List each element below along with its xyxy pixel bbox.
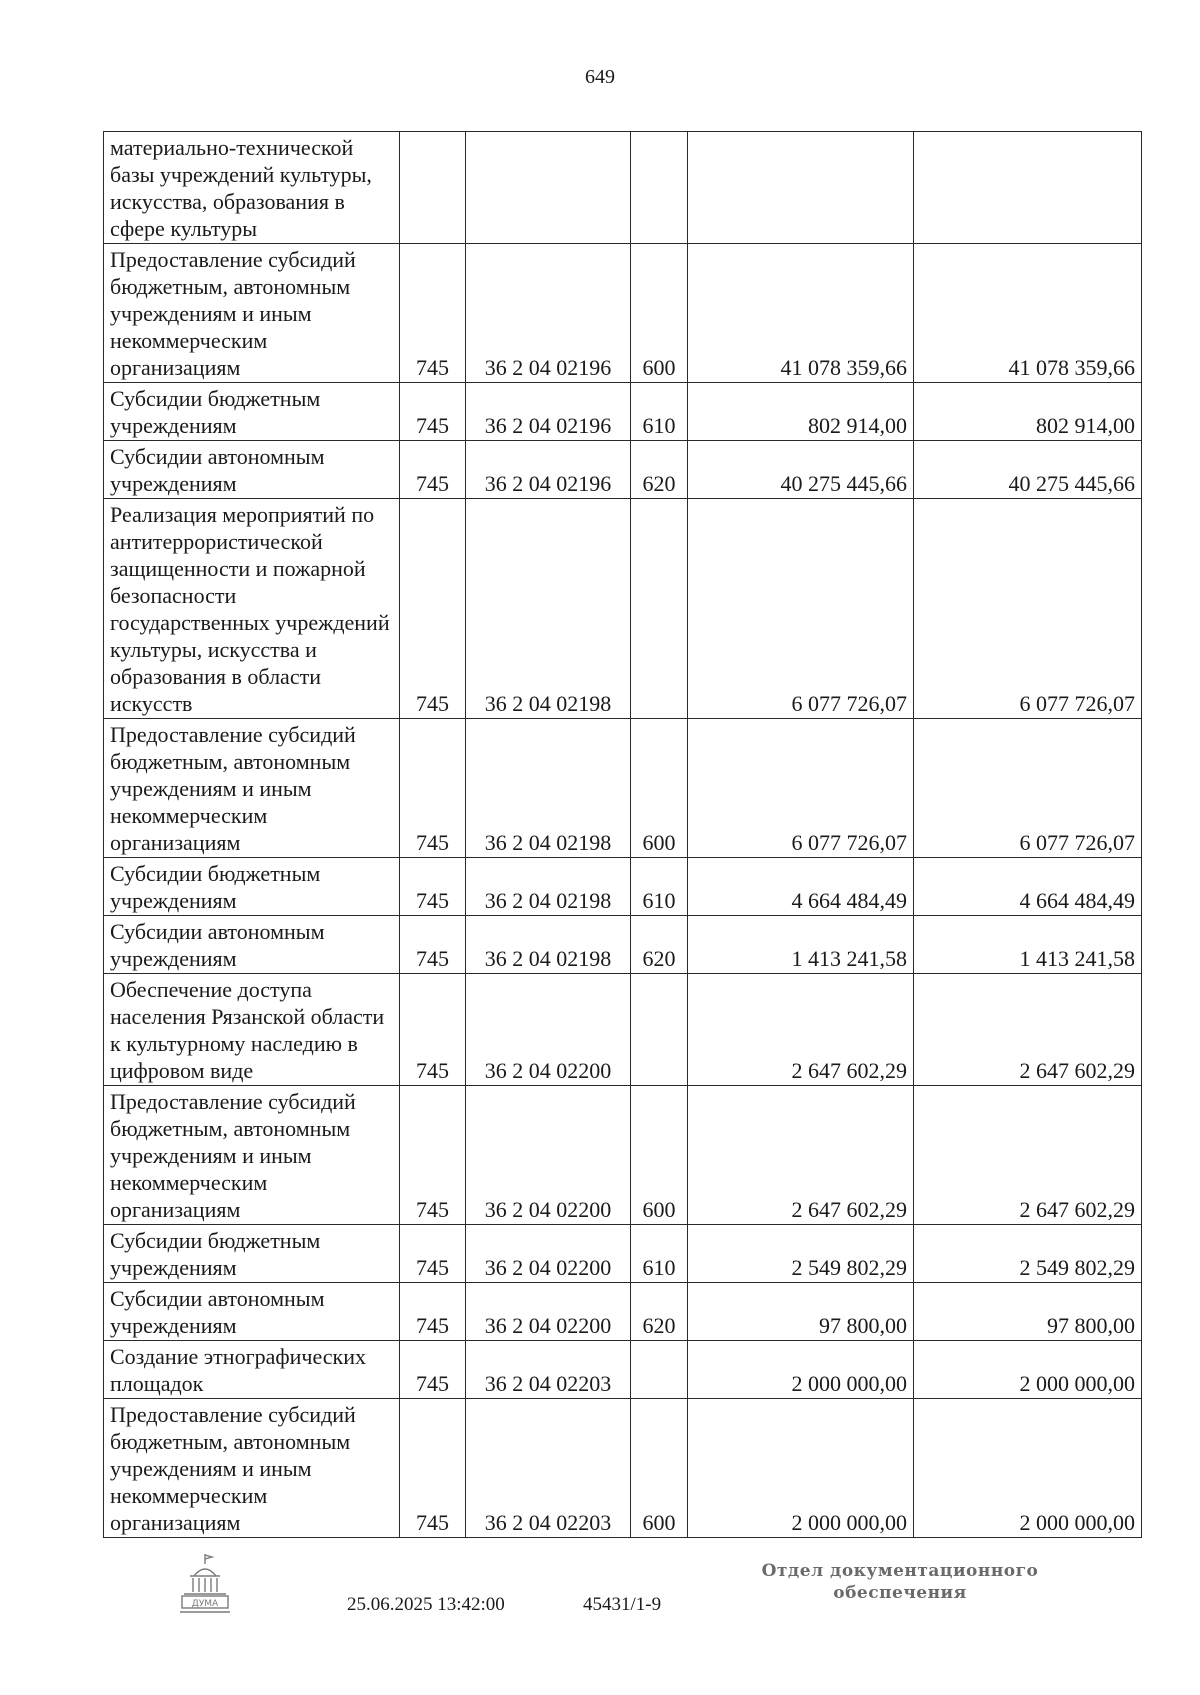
cell-target-article: 36 2 04 02198	[466, 916, 631, 974]
cell-expense-type: 600	[631, 244, 688, 383]
cell-name: Предоставление субсидий бюджетным, автономным учреждениям и иным некоммерческим организациям	[104, 1086, 400, 1225]
cell-expense-type: 620	[631, 1283, 688, 1341]
cell-grbs-code: 745	[400, 1399, 466, 1538]
cell-amount-2: 2 647 602,29	[914, 1086, 1142, 1225]
cell-expense-type: 620	[631, 916, 688, 974]
cell-name: Субсидии бюджетным учреждениям	[104, 1225, 400, 1283]
duma-logo-text: ДУМА	[191, 1599, 219, 1609]
cell-name: Предоставление субсидий бюджетным, автономным учреждениям и иным некоммерческим организациям	[104, 719, 400, 858]
table-row	[104, 441, 1142, 499]
cell-amount-1: 41 078 359,66	[688, 244, 914, 383]
cell-expense-type	[631, 974, 688, 1086]
table-row	[104, 1399, 1142, 1538]
cell-name: Субсидии автономным учреждениям	[104, 1283, 400, 1341]
cell-expense-type: 600	[631, 1399, 688, 1538]
cell-target-article: 36 2 04 02203	[466, 1399, 631, 1538]
stamp-line-2: обеспечения	[833, 1583, 967, 1603]
cell-grbs-code: 745	[400, 1225, 466, 1283]
cell-grbs-code: 745	[400, 383, 466, 441]
cell-grbs-code: 745	[400, 1283, 466, 1341]
cell-name: Субсидии бюджетным учреждениям	[104, 858, 400, 916]
table-row	[104, 974, 1142, 1086]
page-number: 649	[585, 66, 615, 88]
cell-amount-2: 4 664 484,49	[914, 858, 1142, 916]
cell-target-article: 36 2 04 02200	[466, 1086, 631, 1225]
cell-grbs-code: 745	[400, 441, 466, 499]
budget-table	[103, 131, 1142, 1538]
cell-target-article: 36 2 04 02198	[466, 719, 631, 858]
cell-target-article: 36 2 04 02203	[466, 1341, 631, 1399]
cell-expense-type: 610	[631, 383, 688, 441]
table-row	[104, 1341, 1142, 1399]
duma-logo-icon	[176, 1552, 234, 1616]
cell-target-article: 36 2 04 02198	[466, 499, 631, 719]
table-row	[104, 1225, 1142, 1283]
cell-grbs-code: 745	[400, 858, 466, 916]
table-row	[104, 244, 1142, 383]
cell-name: Создание этнографических площадок	[104, 1341, 400, 1399]
cell-grbs-code: 745	[400, 974, 466, 1086]
cell-name: Предоставление субсидий бюджетным, автономным учреждениям и иным некоммерческим организациям	[104, 244, 400, 383]
cell-amount-2: 6 077 726,07	[914, 499, 1142, 719]
cell-amount-1: 2 000 000,00	[688, 1399, 914, 1538]
table-row	[104, 719, 1142, 858]
cell-target-article: 36 2 04 02198	[466, 858, 631, 916]
table-row	[104, 499, 1142, 719]
cell-amount-1: 1 413 241,58	[688, 916, 914, 974]
cell-expense-type: 600	[631, 1086, 688, 1225]
cell-grbs-code	[400, 132, 466, 244]
cell-amount-2: 6 077 726,07	[914, 719, 1142, 858]
cell-amount-1: 2 000 000,00	[688, 1341, 914, 1399]
cell-grbs-code: 745	[400, 244, 466, 383]
cell-amount-2: 802 914,00	[914, 383, 1142, 441]
cell-name: Субсидии автономным учреждениям	[104, 916, 400, 974]
cell-amount-1: 6 077 726,07	[688, 499, 914, 719]
cell-grbs-code: 745	[400, 1341, 466, 1399]
cell-expense-type	[631, 499, 688, 719]
cell-expense-type: 610	[631, 1225, 688, 1283]
cell-name: Субсидии автономным учреждениям	[104, 441, 400, 499]
cell-grbs-code: 745	[400, 1086, 466, 1225]
cell-target-article: 36 2 04 02200	[466, 1225, 631, 1283]
cell-expense-type: 610	[631, 858, 688, 916]
stamp-line-1: Отдел документационного	[761, 1561, 1039, 1581]
cell-amount-2: 2 549 802,29	[914, 1225, 1142, 1283]
cell-target-article: 36 2 04 02196	[466, 244, 631, 383]
cell-amount-1: 2 647 602,29	[688, 1086, 914, 1225]
cell-expense-type	[631, 132, 688, 244]
cell-name: материально-технической базы учреждений культуры, искусства, образования в сфере культуры	[104, 132, 400, 244]
cell-target-article: 36 2 04 02196	[466, 383, 631, 441]
table-row	[104, 132, 1142, 244]
footer-doc-number: 45431/1-9	[583, 1594, 662, 1615]
cell-expense-type: 600	[631, 719, 688, 858]
cell-name: Предоставление субсидий бюджетным, автономным учреждениям и иным некоммерческим организациям	[104, 1399, 400, 1538]
cell-expense-type	[631, 1341, 688, 1399]
cell-name: Обеспечение доступа населения Рязанской области к культурному наследию в цифровом виде	[104, 974, 400, 1086]
cell-target-article: 36 2 04 02200	[466, 1283, 631, 1341]
department-stamp	[740, 1560, 1060, 1604]
table-row	[104, 1086, 1142, 1225]
cell-amount-2: 40 275 445,66	[914, 441, 1142, 499]
cell-amount-2: 2 647 602,29	[914, 974, 1142, 1086]
cell-target-article: 36 2 04 02200	[466, 974, 631, 1086]
table-row	[104, 383, 1142, 441]
cell-amount-1: 2 549 802,29	[688, 1225, 914, 1283]
cell-amount-1: 6 077 726,07	[688, 719, 914, 858]
table-row	[104, 858, 1142, 916]
cell-amount-2	[914, 132, 1142, 244]
table-row	[104, 916, 1142, 974]
cell-name: Субсидии бюджетным учреждениям	[104, 383, 400, 441]
cell-amount-1: 97 800,00	[688, 1283, 914, 1341]
cell-amount-1: 4 664 484,49	[688, 858, 914, 916]
cell-amount-1: 802 914,00	[688, 383, 914, 441]
cell-expense-type: 620	[631, 441, 688, 499]
cell-amount-2: 2 000 000,00	[914, 1341, 1142, 1399]
table-row	[104, 1283, 1142, 1341]
footer-datetime: 25.06.2025 13:42:00	[347, 1594, 505, 1615]
cell-grbs-code: 745	[400, 916, 466, 974]
cell-target-article	[466, 132, 631, 244]
table-body	[104, 132, 1142, 1538]
cell-target-article: 36 2 04 02196	[466, 441, 631, 499]
cell-amount-2: 97 800,00	[914, 1283, 1142, 1341]
cell-amount-2: 2 000 000,00	[914, 1399, 1142, 1538]
cell-name: Реализация мероприятий по антитеррористической защищенности и пожарной безопасности государственных учреждений культуры, искусства и образования в области искусств	[104, 499, 400, 719]
cell-grbs-code: 745	[400, 719, 466, 858]
cell-amount-2: 1 413 241,58	[914, 916, 1142, 974]
cell-amount-1: 40 275 445,66	[688, 441, 914, 499]
cell-amount-2: 41 078 359,66	[914, 244, 1142, 383]
cell-amount-1: 2 647 602,29	[688, 974, 914, 1086]
cell-amount-1	[688, 132, 914, 244]
cell-grbs-code: 745	[400, 499, 466, 719]
